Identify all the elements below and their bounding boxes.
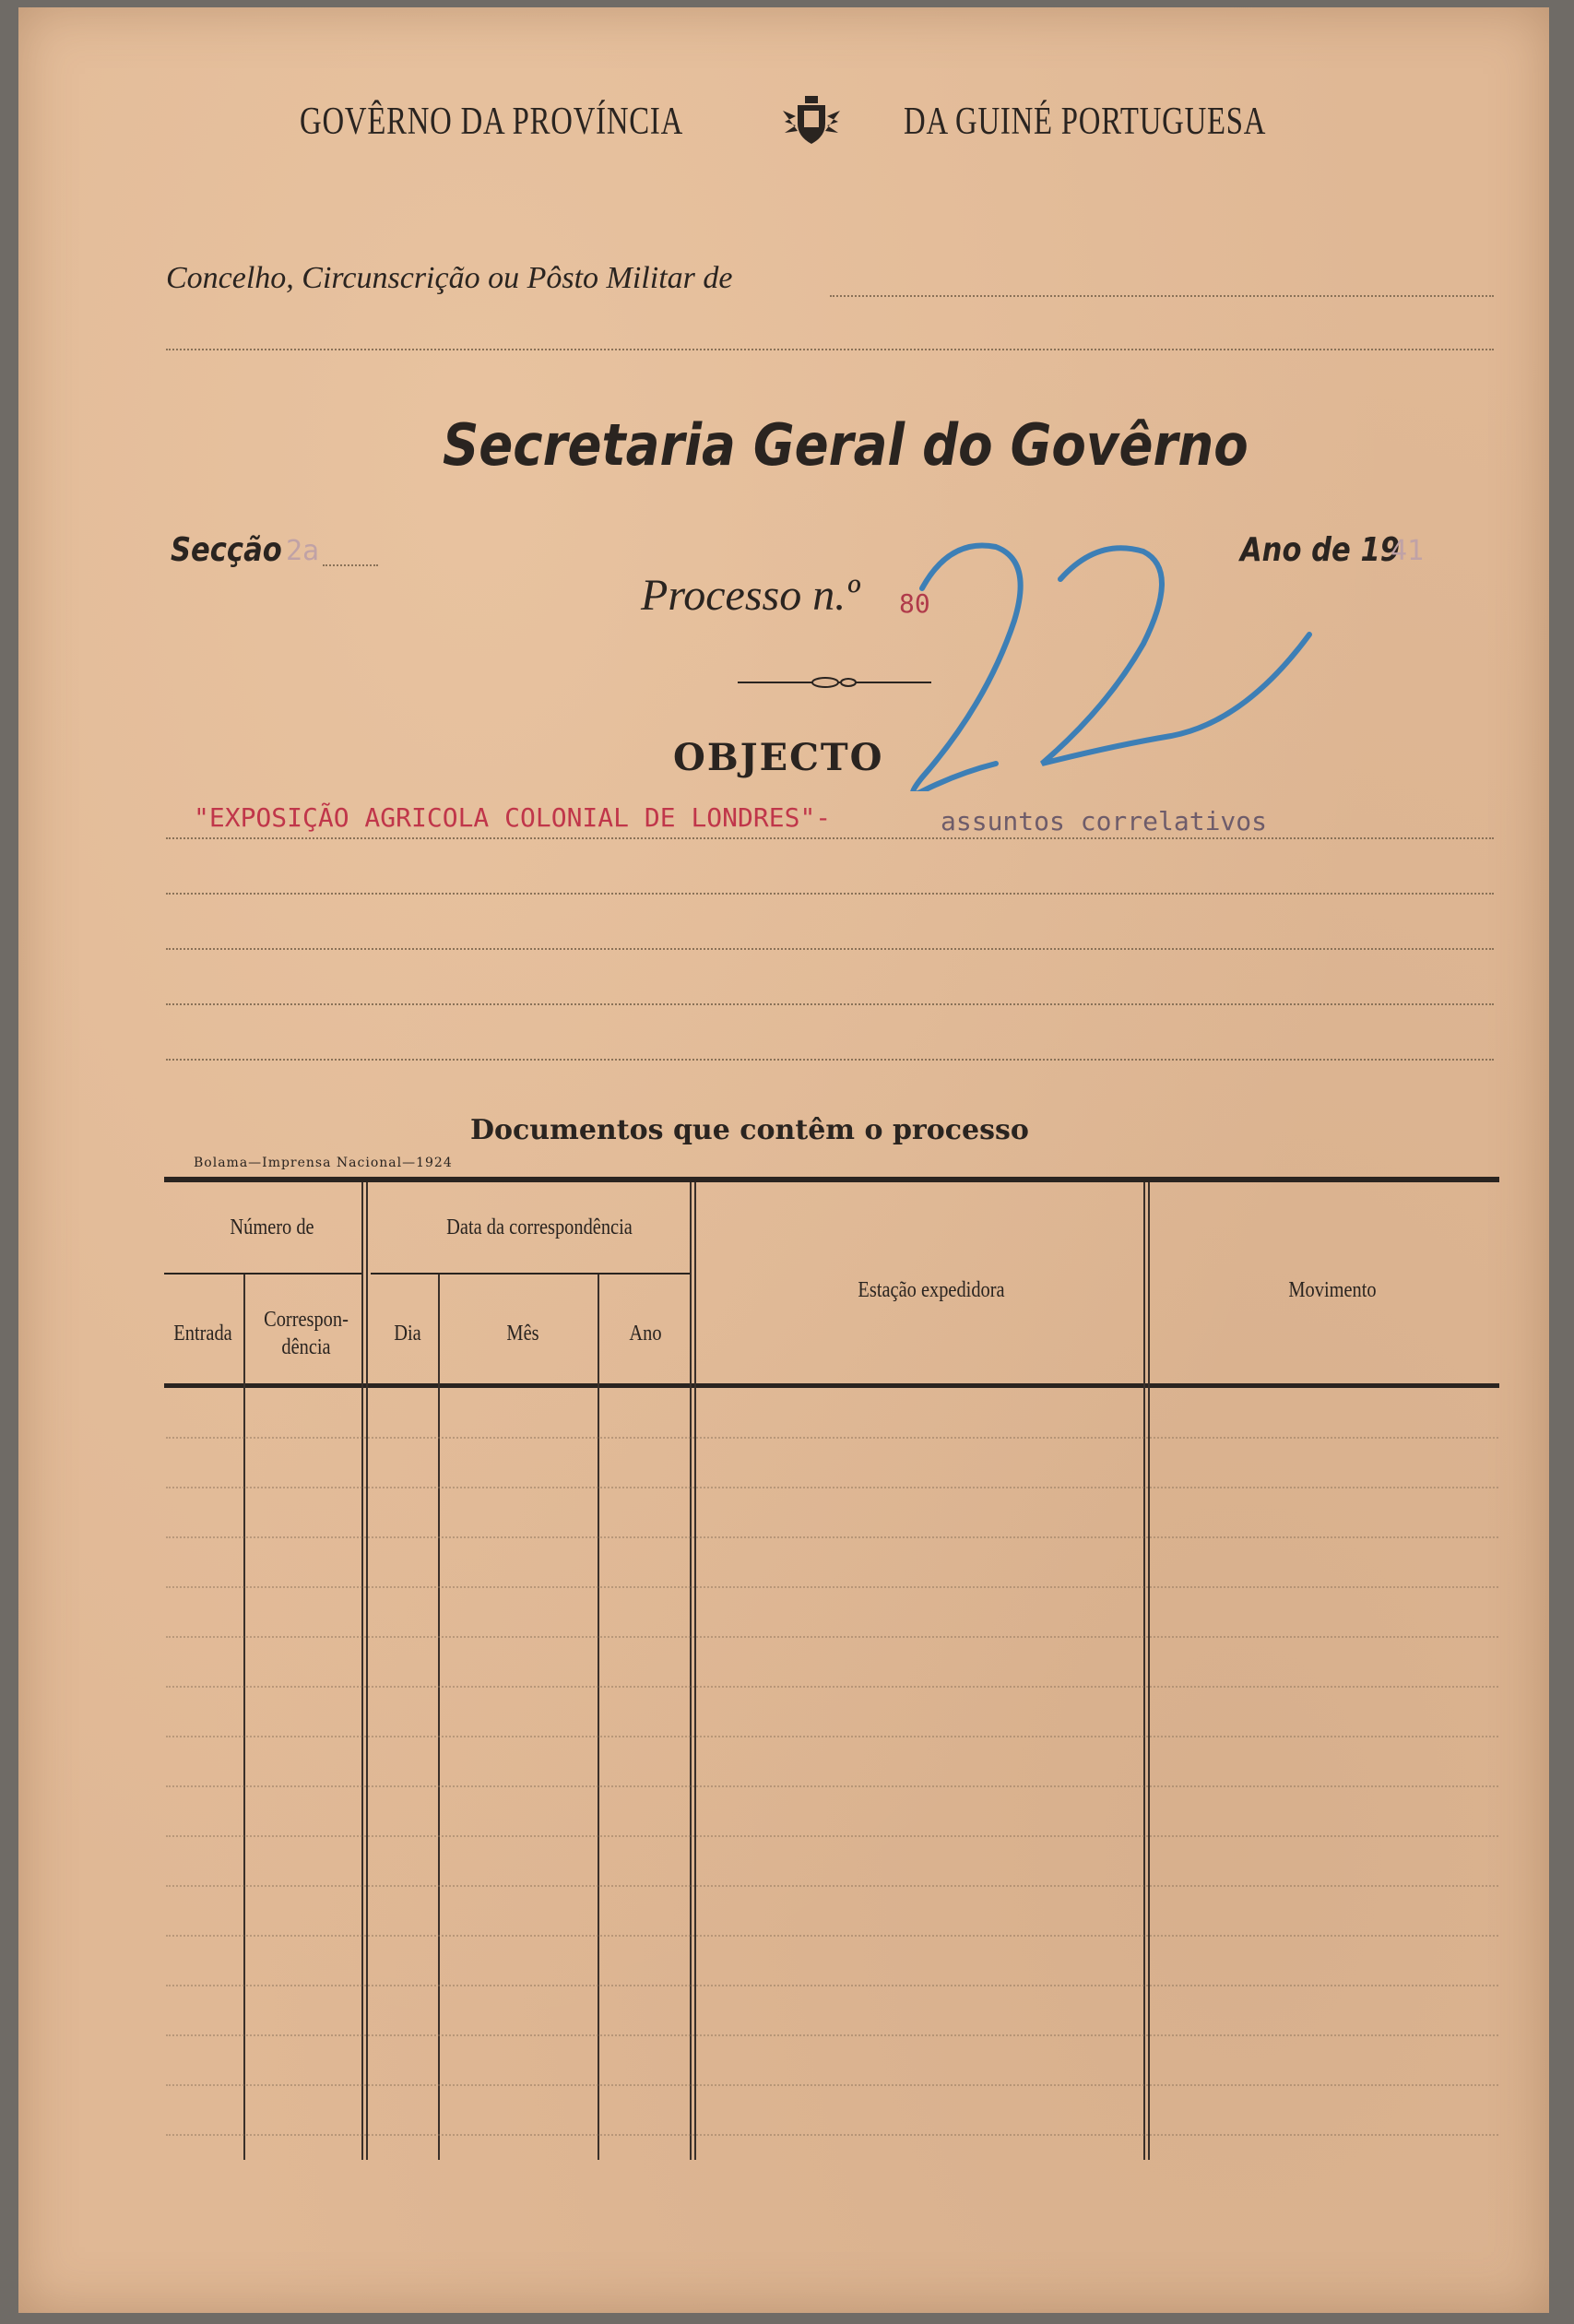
seccao-value: 2a [286,535,320,567]
table-row [166,1686,1498,1688]
table-row [166,2084,1498,2086]
table-column-line [1143,1182,1145,2160]
col-correspondencia-2: dência [281,1335,331,1359]
dotted-line [166,837,1494,839]
ano-label: Ano de 19 [1240,531,1401,569]
table-row [166,1935,1498,1937]
dotted-line [166,948,1494,950]
table-column-line [694,1182,696,2160]
dotted-line [166,893,1494,895]
header-government: GOVÊRNO DA PROVÍNCIA [300,101,684,143]
table-header-bottom-rule [164,1383,1499,1388]
table-row [166,1636,1498,1638]
table-row [166,1885,1498,1887]
handwritten-number [904,533,1328,791]
col-mes: Mês [506,1322,539,1346]
documents-title: Documentos que contêm o processo [470,1114,1029,1146]
table-row [166,1437,1498,1439]
page-title: Secretaria Geral do Govêrno [443,411,1249,479]
table-row [166,1536,1498,1538]
svg-text:22: 22 [904,533,905,534]
col-data-correspondencia: Data da correspondência [446,1215,633,1239]
col-correspondencia-1: Correspon- [264,1308,349,1332]
table-top-rule [164,1177,1499,1182]
dotted-line [166,1003,1494,1005]
table-row [166,1736,1498,1737]
table-row [166,1487,1498,1488]
dotted-line [166,1059,1494,1061]
ornament-divider [738,673,931,692]
col-entrada: Entrada [173,1322,232,1346]
table-row [166,1586,1498,1588]
imprint-line: Bolama—Imprensa Nacional—1924 [194,1156,453,1170]
table-row [166,1835,1498,1837]
table-row [166,1985,1498,1986]
location-dotted-line [830,295,1494,297]
col-numero-de: Número de [230,1215,314,1239]
subheader-rule [371,1273,690,1275]
dotted-line [323,564,378,566]
location-label: Concelho, Circunscrição ou Pôsto Militar de [166,261,733,295]
subheader-rule [164,1273,361,1275]
table-row [166,1785,1498,1787]
col-estacao-expedidora: Estação expedidora [858,1278,1005,1302]
table-column-line [1148,1182,1150,2160]
objecto-label: OBJECTO [673,736,884,779]
processo-value: 80 [899,588,930,619]
seccao-label: Secção [171,531,282,569]
table-column-line [361,1182,363,2160]
document-page [18,7,1549,2313]
table-column-line [438,1275,440,2160]
table-column-line [243,1275,245,2160]
processo-label: Processo n.º [641,571,860,620]
table-column-line [690,1182,692,2160]
dotted-line [166,349,1494,350]
col-movimento: Movimento [1288,1278,1377,1302]
subject-typed-text: assuntos correlativos [941,806,1268,836]
subject-stamp-text: "EXPOSIÇÃO AGRICOLA COLONIAL DE LONDRES"- [194,802,832,833]
ano-value: 41 [1391,535,1425,567]
col-ano: Ano [629,1322,662,1346]
table-row [166,2134,1498,2136]
table-column-line [598,1275,599,2160]
header-province: DA GUINÉ PORTUGUESA [904,101,1267,143]
col-dia: Dia [394,1322,421,1346]
table-column-line [366,1182,368,2160]
table-row [166,2034,1498,2036]
coat-of-arms-icon [779,92,844,153]
